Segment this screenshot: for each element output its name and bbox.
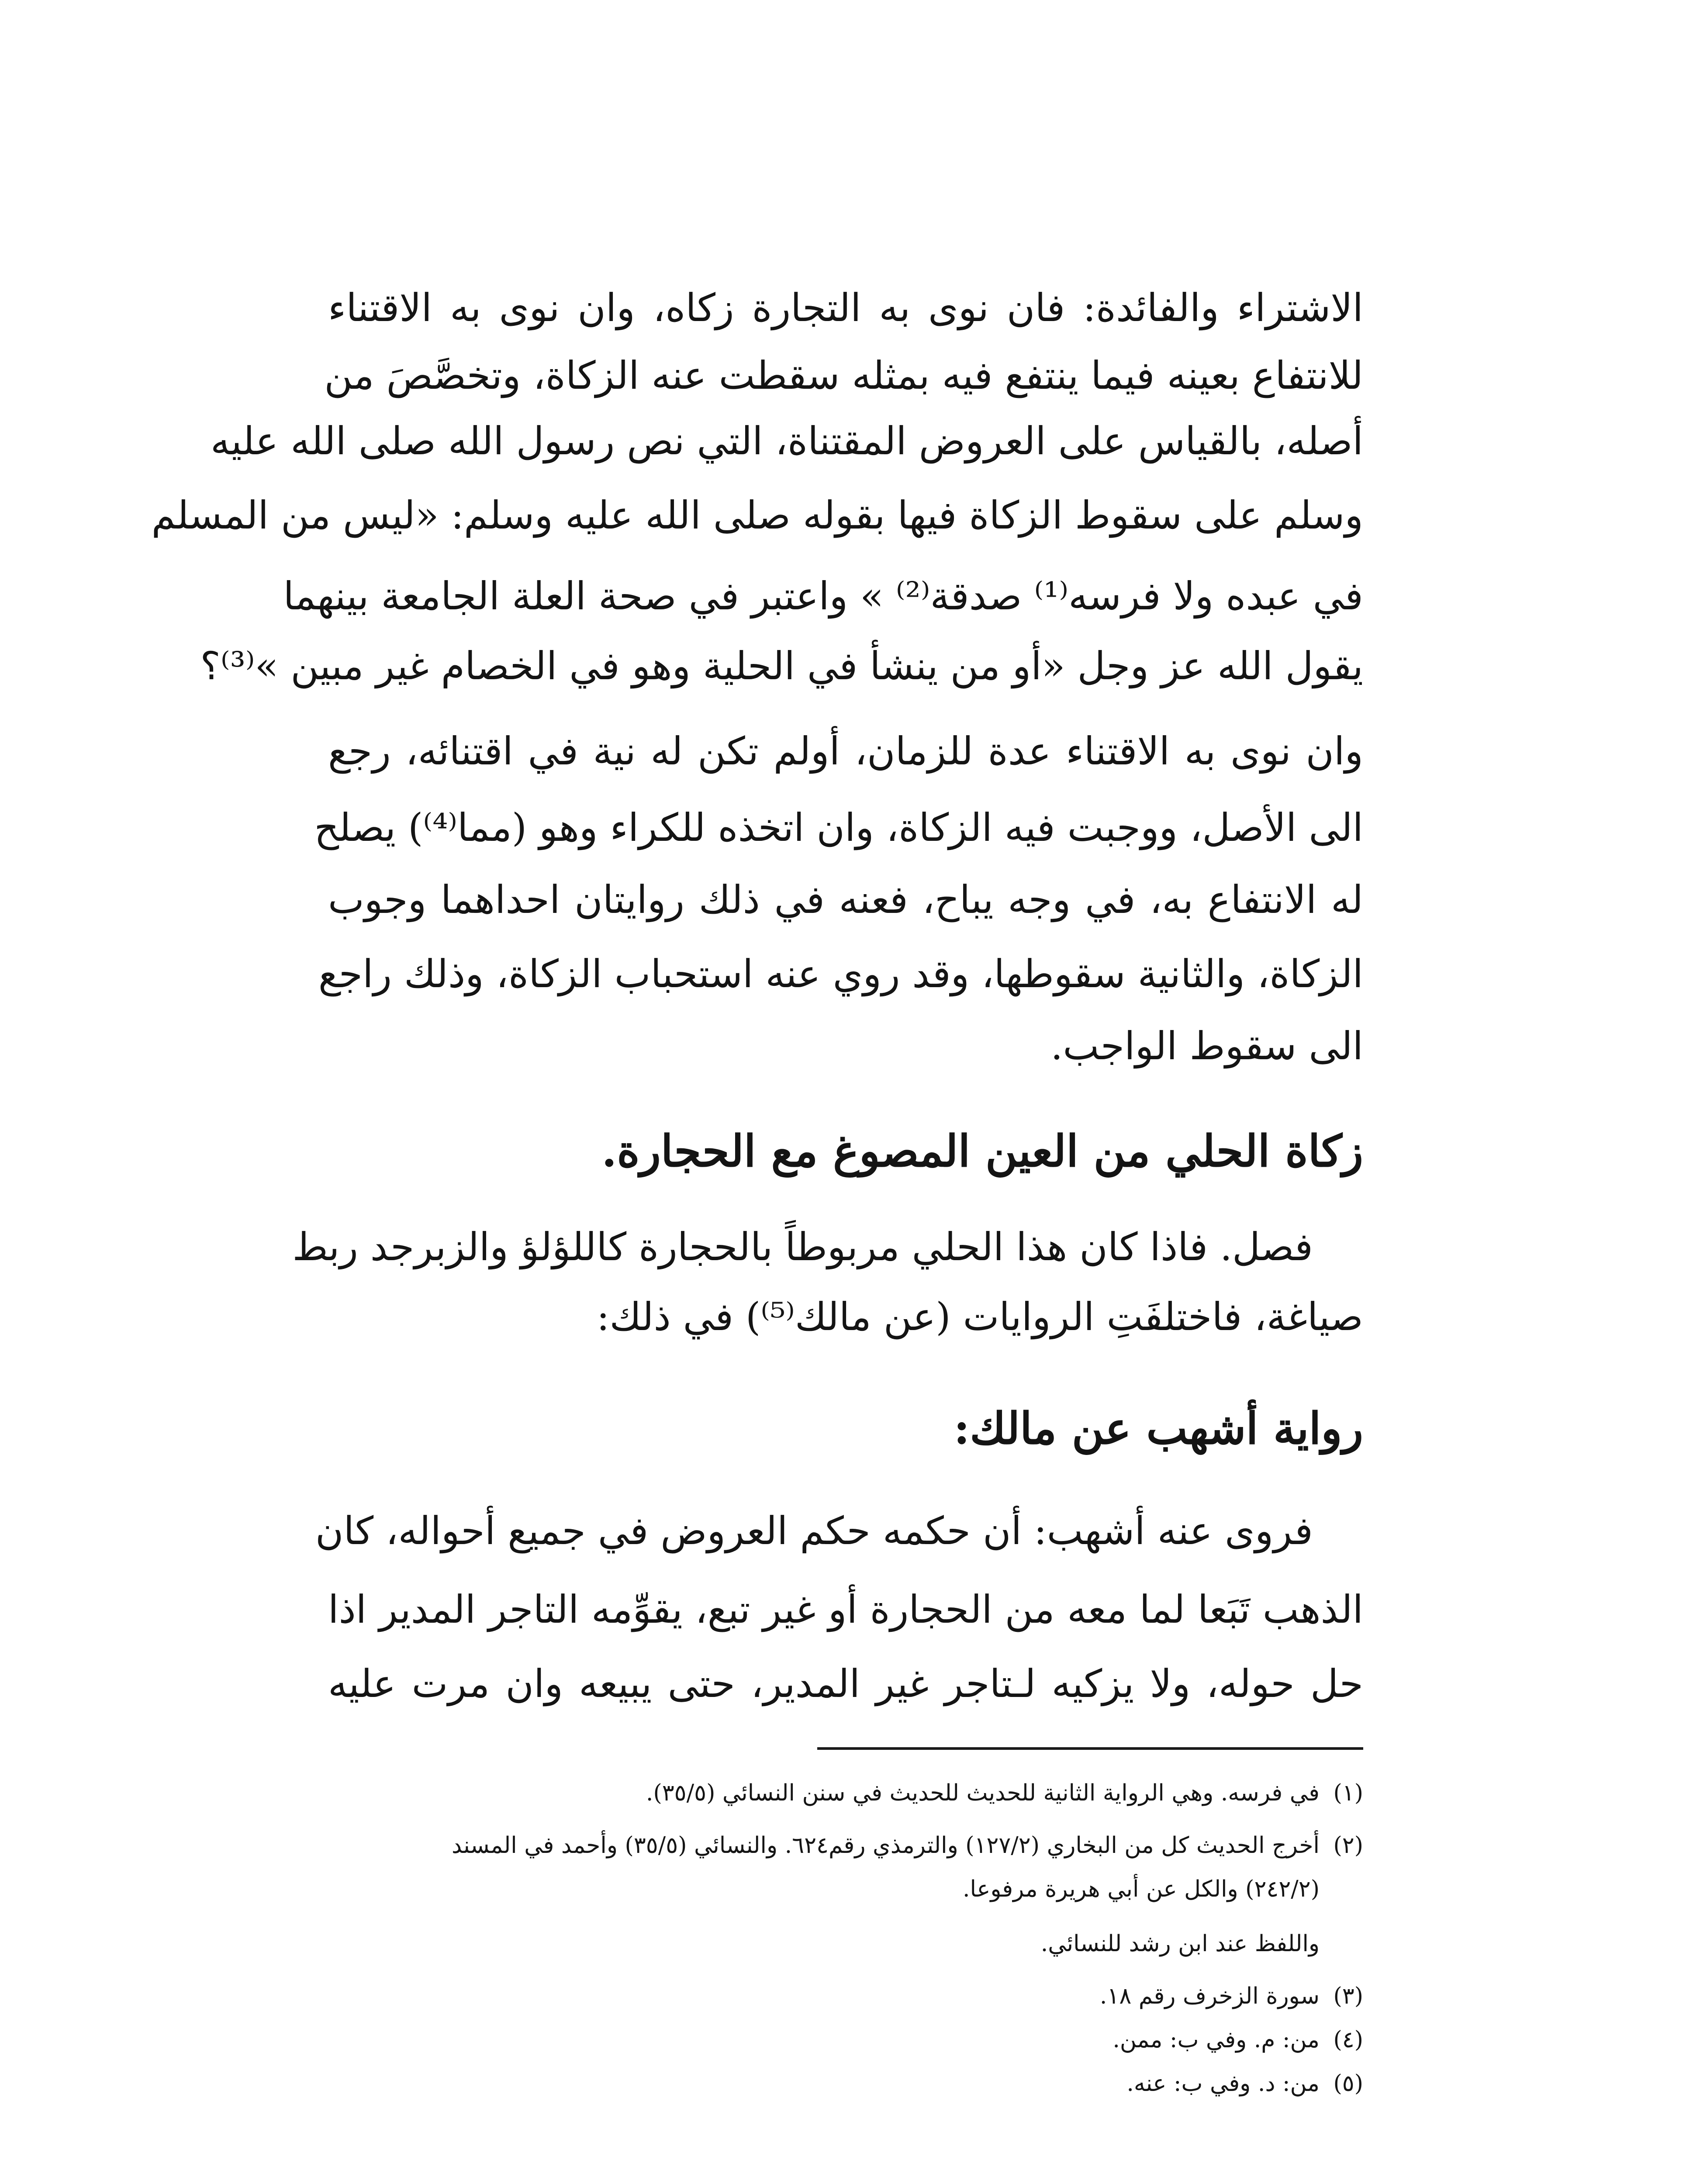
body-line: صياغة، فاختلفَتِ الروايات (عن مالك⁽⁵⁾) في ذلك: — [596, 1294, 1363, 1339]
footnote-number: (٤) — [1333, 2027, 1363, 2053]
footnote-text: سورة الزخرف رقم ١٨. — [1099, 1983, 1320, 2009]
footnote-number: (٣) — [1333, 1983, 1363, 2009]
footnote-text: أخرج الحديث كل من البخاري (١٢٧/٢) والترمذي رقم٦٢٤. والنسائي (٣٥/٥) وأحمد في المسند — [451, 1832, 1320, 1859]
body-line: له الانتفاع به، في وجه يباح، فعنه في ذلك روايتان احداهما وجوب — [328, 877, 1363, 922]
footnote-text: واللفظ عند ابن رشد للنسائي. — [1040, 1931, 1320, 1957]
footnote — [1126, 2066, 1363, 2101]
footnote-number: (٥) — [1333, 2070, 1363, 2097]
footnote — [1041, 1926, 1363, 1961]
footnote — [646, 1776, 1363, 1811]
footnote — [963, 1872, 1363, 1907]
footnote — [1100, 1979, 1363, 2014]
body-line: الاشتراء والفائدة: فان نوى به التجارة زكاه، وان نوى به الاقتناء — [328, 285, 1363, 330]
body-line: الى سقوط الواجب. — [1050, 1023, 1363, 1068]
body-line: الزكاة، والثانية سقوطها، وقد روي عنه استحباب الزكاة، وذلك راجع — [318, 951, 1363, 996]
footnote-text: من: م. وفي ب: ممن. — [1113, 2027, 1320, 2053]
body-line: للانتفاع بعينه فيما ينتفع فيه بمثله سقطت عنه الزكاة، وتخصَّصَ من — [324, 353, 1363, 398]
body-line: وان نوى به الاقتناء عدة للزمان، أولم تكن له نية في اقتنائه، رجع — [328, 729, 1363, 774]
section-heading: زكاة الحلي من العين المصوغ مع الحجارة. — [601, 1125, 1363, 1177]
footnote-separator — [817, 1747, 1363, 1750]
footnote-text: من: د. وفي ب: عنه. — [1126, 2070, 1320, 2097]
footnote-text: في فرسه. وهي الرواية الثانية للحديث للحديث في سنن النسائي (٣٥/٥). — [646, 1780, 1320, 1806]
footnote — [1113, 2022, 1363, 2057]
footnote-number: (١) — [1333, 1780, 1363, 1806]
body-line: وسلم على سقوط الزكاة فيها بقوله صلى الله عليه وسلم: «ليس من المسلم — [151, 493, 1363, 538]
footnote-number: (٢) — [1333, 1832, 1363, 1859]
body-line: أصله، بالقياس على العروض المقتناة، التي نص رسول الله صلى الله عليه — [210, 418, 1363, 463]
body-line: الذهب تَبَعا لما معه من الحجارة أو غير تبع، يقوِّمه التاجر المدير اذا — [328, 1587, 1363, 1632]
body-line: في عبده ولا فرسه⁽¹⁾ صدقة⁽²⁾ » واعتبر في صحة العلة الجامعة بينهما — [283, 574, 1363, 619]
body-line: فروى عنه أشهب: أن حكمه حكم العروض في جميع أحواله، كان — [315, 1508, 1313, 1553]
body-line: الى الأصل، ووجبت فيه الزكاة، وان اتخذه للكراء وهو (مما⁽⁴⁾) يصلح — [314, 805, 1363, 850]
body-line: يقول الله عز وجل «أو من ينشأ في الحلية وهو في الخصام غير مبين »⁽³⁾؟ — [200, 643, 1363, 688]
footnote — [452, 1828, 1363, 1863]
body-line: فصل. فاذا كان هذا الحلي مربوطاً بالحجارة كاللؤلؤ والزبرجد ربط — [292, 1224, 1313, 1269]
section-heading: رواية أشهب عن مالك: — [954, 1403, 1363, 1454]
body-line: حل حوله، ولا يزكيه لـتاجر غير المدير، حتى يبيعه وان مرت عليه — [328, 1661, 1363, 1706]
footnote-text: (٢٤٢/٢) والكل عن أبي هريرة مرفوعا. — [962, 1876, 1320, 1902]
